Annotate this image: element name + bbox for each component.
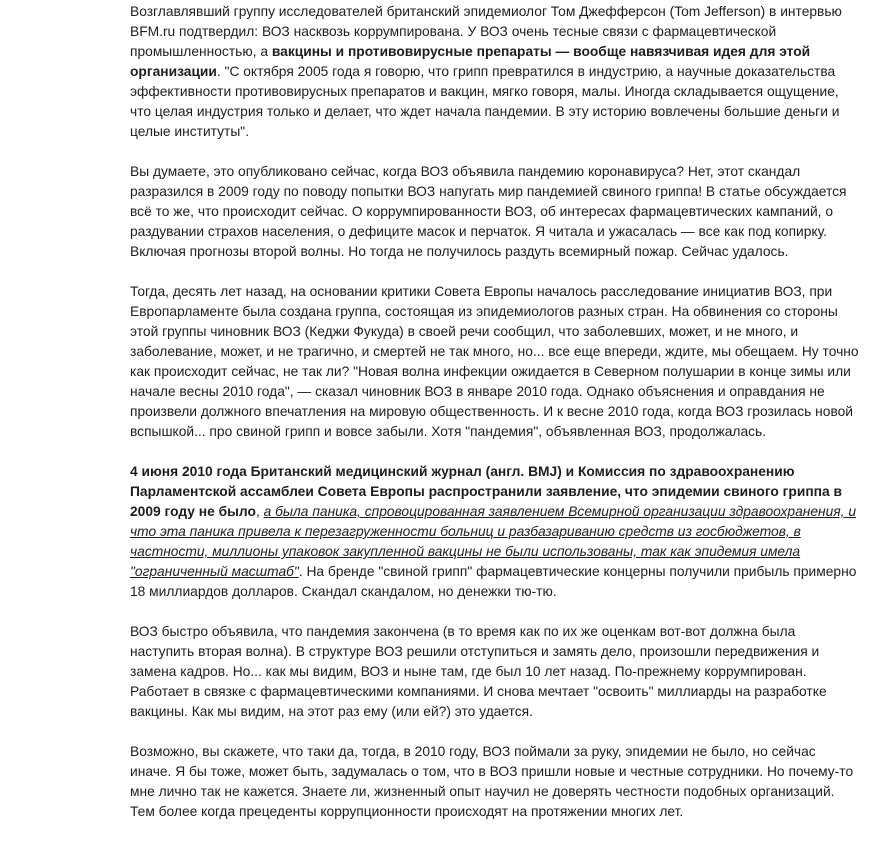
paragraph-text: Вы думаете, это опубликовано сейчас, когда ВОЗ объявила пандемию коронавируса? Нет, этот скандал разразился в 2009 году по поводу попытки ВОЗ напугать мир пандемией свиного гриппа! В статье обсуждается всё то же, что происходит сейчас. О коррумпированности ВОЗ, об интересах фармацевтических кампаний, о раздувании страхов населения, о дефиците масок и перчаток. Я читала и ужасалась — все как под копирку. Включая прогнозы второй волны. Но тогда не получилось раздуть всемирный пожар. Сейчас удалось. [130,164,847,259]
italic-underlined-quote: а была паника, спровоцированная заявлением Всемирной организации здравоохранения, и что эта паника привела к перезагруженности больниц и разбазариванию средств из госбюджетов, в частности, миллионы упаковок закупленной вакцины не были использованы, так как эпидемия имела "ограниченный масштаб" [130,504,857,579]
paragraph-text: Возможно, вы скажете, что таки да, тогда, в 2010 году, ВОЗ поймали за руку, эпидемии не было, но сейчас иначе. Я бы тоже, может быть, задумалась о том, что в ВОЗ пришли новые и честные сотрудники. Но почему-то мне лично так не кажется. Знаете ли, жизненный опыт научил не доверять честности подобных организаций. Тем более когда прецеденты коррупционности происходят на протяжении многих лет. [130,744,854,819]
paragraph-conclusion [130,742,860,822]
paragraph-jefferson-interview [130,2,860,142]
paragraph-pandemic-ended [130,622,860,722]
paragraph-text: ВОЗ быстро объявила, что пандемия закончена (в то время как по их же оценкам вот-вот должна была наступить вторая волна). В структуре ВОЗ решили отступиться и замять дело, произошли передвижения и замена кадров. Но... как мы видим, ВОЗ и ныне там, где был 10 лет назад. По-прежнему коррумпирован. Работает в связке с фармацевтическими компаниями. И снова мечтает "освоить" миллиарды на разработке вакцины. Как мы видим, на этот раз ему (или ей?) это удается. [130,624,827,719]
paragraph-bmj-statement [130,462,860,602]
paragraph-text: Тогда, десять лет назад, на основании критики Совета Европы началось расследование инициатив ВОЗ, при Европарламенте была создана группа, состоящая из эпидемиологов разных стран. На обвинения со стороны этой группы чиновник ВОЗ (Кеджи Фукуда) в своей речи сообщил, что заболевших, может, и не много, и заболевание, может, и не трагично, и смертей не так много, но... все еще впереди, ждите, мы обещаем. Ну точно как происходит сейчас, не так ли? "Новая волна инфекции ожидается в Северном полушарии в конце зимы или начале весны 2010 года", — сказал чиновник ВОЗ в январе 2010 года. Однако объяснения и оправдания не произвели должного впечатления на мировую общественность. И к весне 2010 года, когда ВОЗ грозилась новой вспышкой... про свиной грипп и вовсе забыли. Хотя "пандемия", объявленная ВОЗ, продолжалась. [130,284,859,439]
bold-emphasis: 4 июня 2010 года Британский медицинский журнал (англ. BMJ) и Комиссия по здравоохранению Парламентской ассамблеи Совета Европы распространили заявление, что эпидемии свиного гриппа в 2009 году не было [130,464,842,519]
paragraph-text: Возглавлявший группу исследователей британский эпидемиолог Том Джефферсон (Tom Jefferson) в интервью BFM.ru подтвердил: ВОЗ насквозь коррумпирована. У ВОЗ очень тесные связи с фармацевтической промышленностью, а [130,4,842,59]
paragraph-2009-scandal [130,162,860,262]
paragraph-council-of-europe [130,282,860,442]
article-body [130,2,860,842]
paragraph-text: . На бренде "свиной грипп" фармацевтические концерны получили прибыль примерно 18 миллиардов долларов. Скандал скандалом, но денежки тю-тю. [130,564,857,599]
paragraph-text: . "С октября 2005 года я говорю, что грипп превратился в индустрию, а научные доказательства эффективности противовирусных препаратов и вакцин, мягко говоря, малы. Иногда складывается ощущение, что целая индустрия только и делает, что ждет начала пандемии. В эту историю вовлечены большие деньги и целые институты". [130,64,840,139]
bold-emphasis: вакцины и противовирусные препараты — вообще навязчивая идея для этой организации [130,44,811,79]
paragraph-text: , [255,504,264,519]
